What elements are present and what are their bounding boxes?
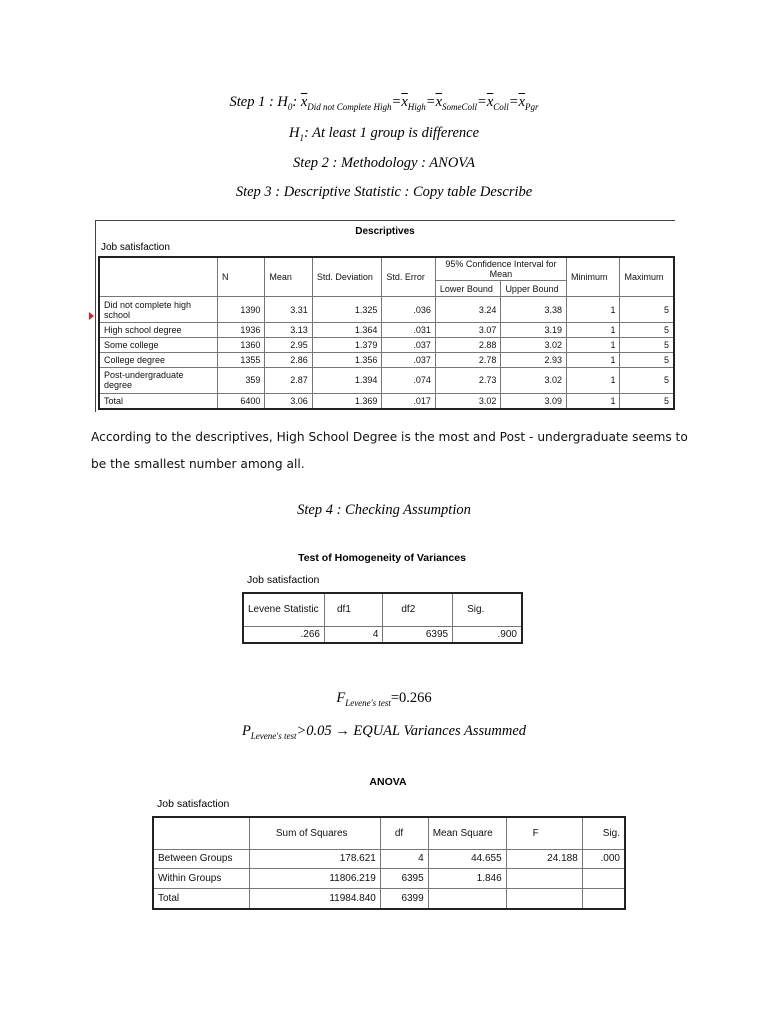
cell-ss: 178.621 bbox=[249, 849, 380, 869]
cell-upper: 3.09 bbox=[501, 394, 567, 409]
h1-equation: $H_1$: At least 1 group is difference bbox=[288, 125, 480, 143]
header-df1: df1 bbox=[325, 593, 383, 626]
cell-min: 1 bbox=[567, 367, 620, 393]
descriptives-top-border bbox=[95, 220, 675, 221]
anova-subtitle: Job satisfaction bbox=[157, 798, 230, 810]
cell-se: .031 bbox=[382, 323, 435, 338]
cell-max: 5 bbox=[620, 323, 674, 338]
header-f: F bbox=[506, 817, 582, 849]
cell-ss: 11984.840 bbox=[249, 889, 380, 910]
row-label: Post-undergraduate degree bbox=[99, 367, 218, 393]
cell-se: .017 bbox=[382, 394, 435, 409]
cell-sd: 1.325 bbox=[312, 297, 382, 323]
cell-mean: 2.95 bbox=[265, 338, 312, 353]
cell-df: 6395 bbox=[380, 869, 428, 889]
table-row bbox=[99, 352, 674, 367]
cell-ss: 11806.219 bbox=[249, 869, 380, 889]
row-label: Total bbox=[99, 394, 218, 409]
table-row bbox=[153, 889, 625, 910]
cell-upper: 3.02 bbox=[501, 338, 567, 353]
header-sig: Sig. bbox=[582, 817, 625, 849]
levene-subtitle: Job satisfaction bbox=[247, 574, 320, 586]
cell-sig: .900 bbox=[453, 626, 522, 643]
cell-df2: 6395 bbox=[383, 626, 453, 643]
cell-sd: 1.369 bbox=[312, 394, 382, 409]
table-row bbox=[99, 394, 674, 409]
cell-se: .037 bbox=[382, 352, 435, 367]
step3-text: Step 3 : Descriptive Statistic : Copy table Describe bbox=[235, 184, 533, 200]
descriptives-title: Descriptives bbox=[355, 226, 415, 237]
cell-mean: 2.86 bbox=[265, 352, 312, 367]
cell-ms bbox=[428, 889, 506, 910]
cell-max: 5 bbox=[620, 367, 674, 393]
table-row bbox=[99, 338, 674, 353]
step4-text: Step 4 : Checking Assumption bbox=[297, 502, 471, 518]
cell-ms: 44.655 bbox=[428, 849, 506, 869]
descriptives-corner-cell bbox=[99, 257, 218, 297]
header-sd: Std. Deviation bbox=[312, 257, 382, 297]
cell-mean: 3.13 bbox=[265, 323, 312, 338]
cell-max: 5 bbox=[620, 297, 674, 323]
cell-min: 1 bbox=[567, 352, 620, 367]
header-ss: Sum of Squares bbox=[249, 817, 380, 849]
descriptives-left-border bbox=[95, 220, 96, 412]
cell-upper: 3.02 bbox=[501, 367, 567, 393]
cell-n: 1360 bbox=[218, 338, 265, 353]
table-row bbox=[153, 849, 625, 869]
row-label: Total bbox=[153, 889, 249, 910]
anova-corner-cell bbox=[153, 817, 249, 849]
levene-title: Test of Homogeneity of Variances bbox=[298, 552, 466, 564]
cell-lower: 2.88 bbox=[435, 338, 501, 353]
cell-sd: 1.356 bbox=[312, 352, 382, 367]
cell-upper: 3.38 bbox=[501, 297, 567, 323]
cell-f bbox=[506, 889, 582, 910]
cell-min: 1 bbox=[567, 323, 620, 338]
table-row bbox=[153, 869, 625, 889]
row-label: Between Groups bbox=[153, 849, 249, 869]
cell-mean: 3.31 bbox=[265, 297, 312, 323]
header-levene-stat: Levene Statistic bbox=[243, 593, 325, 626]
cell-sd: 1.379 bbox=[312, 338, 382, 353]
cell-max: 5 bbox=[620, 394, 674, 409]
cell-se: .037 bbox=[382, 338, 435, 353]
header-lower: Lower Bound bbox=[435, 281, 501, 297]
step2-text: Step 2 : Methodology : ANOVA bbox=[293, 155, 475, 171]
cell-n: 1936 bbox=[218, 323, 265, 338]
cell-sd: 1.364 bbox=[312, 323, 382, 338]
p-levene-equation: $P_{Levene's test}>0.05$ → EQUAL Variances Assummed bbox=[241, 723, 527, 741]
cell-se: .036 bbox=[382, 297, 435, 323]
cell-n: 1390 bbox=[218, 297, 265, 323]
table-row bbox=[243, 626, 522, 643]
cell-sig bbox=[582, 869, 625, 889]
header-min: Minimum bbox=[567, 257, 620, 297]
cell-min: 1 bbox=[567, 394, 620, 409]
cell-lower: 2.73 bbox=[435, 367, 501, 393]
cell-min: 1 bbox=[567, 338, 620, 353]
anova-header-row bbox=[153, 817, 625, 849]
cell-f bbox=[506, 869, 582, 889]
row-label: College degree bbox=[99, 352, 218, 367]
f-levene-equation: $F_{Levene's test}=0.266$ bbox=[336, 690, 432, 708]
levene-table bbox=[242, 592, 523, 644]
cell-sig bbox=[582, 889, 625, 910]
header-ms: Mean Square bbox=[428, 817, 506, 849]
row-label: Within Groups bbox=[153, 869, 249, 889]
cell-n: 6400 bbox=[218, 394, 265, 409]
cell-se: .074 bbox=[382, 367, 435, 393]
anova-title: ANOVA bbox=[369, 776, 407, 788]
header-max: Maximum bbox=[620, 257, 674, 297]
row-label: High school degree bbox=[99, 323, 218, 338]
header-se: Std. Error bbox=[382, 257, 435, 297]
cell-levene-stat: .266 bbox=[243, 626, 325, 643]
header-upper: Upper Bound bbox=[501, 281, 567, 297]
table-row bbox=[99, 297, 674, 323]
cell-n: 359 bbox=[218, 367, 265, 393]
cell-sig: .000 bbox=[582, 849, 625, 869]
cell-lower: 3.24 bbox=[435, 297, 501, 323]
cell-max: 5 bbox=[620, 352, 674, 367]
cell-df: 6399 bbox=[380, 889, 428, 910]
cell-lower: 3.07 bbox=[435, 323, 501, 338]
anova-table bbox=[152, 816, 626, 910]
cell-min: 1 bbox=[567, 297, 620, 323]
cell-n: 1355 bbox=[218, 352, 265, 367]
descriptives-table bbox=[98, 256, 675, 410]
row-label: Did not complete high school bbox=[99, 297, 218, 323]
cell-sd: 1.394 bbox=[312, 367, 382, 393]
descriptives-header-row bbox=[99, 257, 674, 281]
cell-lower: 3.02 bbox=[435, 394, 501, 409]
cell-upper: 2.93 bbox=[501, 352, 567, 367]
header-n: N bbox=[218, 257, 265, 297]
levene-header-row bbox=[243, 593, 522, 626]
header-df: df bbox=[380, 817, 428, 849]
cell-df1: 4 bbox=[325, 626, 383, 643]
descriptives-conclusion: According to the descriptives, High School Degree is the most and Post - undergraduate seems to be the smallest number among all. bbox=[91, 430, 688, 471]
table-row bbox=[99, 323, 674, 338]
cell-mean: 2.87 bbox=[265, 367, 312, 393]
cell-mean: 3.06 bbox=[265, 394, 312, 409]
cell-f: 24.188 bbox=[506, 849, 582, 869]
row-label: Some college bbox=[99, 338, 218, 353]
cell-lower: 2.78 bbox=[435, 352, 501, 367]
descriptives-subtitle: Job satisfaction bbox=[101, 242, 170, 253]
header-mean: Mean bbox=[265, 257, 312, 297]
row-marker-icon bbox=[89, 312, 94, 320]
cell-max: 5 bbox=[620, 338, 674, 353]
header-sig: Sig. bbox=[453, 593, 522, 626]
step1-h0-equation: Step 1 : $H_0$: $\overline{x}_{Did not Complete High}=\overline{x}_{High}=\overline{x}_{SomeColl}=\overline{x}_{Coll}=\overline{x}_{Pgr}$ bbox=[229, 94, 539, 112]
cell-upper: 3.19 bbox=[501, 323, 567, 338]
table-row bbox=[99, 367, 674, 393]
header-ci: 95% Confidence Interval for Mean bbox=[435, 257, 566, 281]
header-df2: df2 bbox=[383, 593, 453, 626]
cell-ms: 1.846 bbox=[428, 869, 506, 889]
cell-df: 4 bbox=[380, 849, 428, 869]
